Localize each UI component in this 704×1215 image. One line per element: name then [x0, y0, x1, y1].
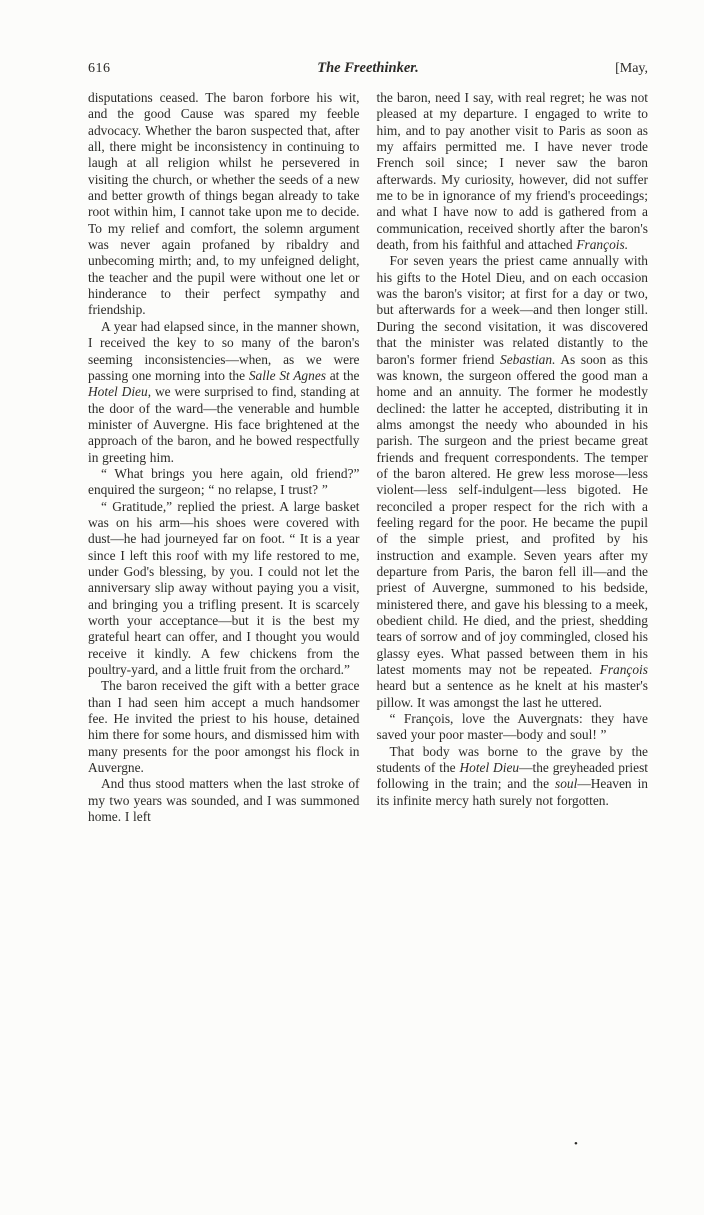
text-segment: heard but a sentence as he knelt at his master's pillow. It was amongst the last he uttered. [376, 678, 648, 710]
paragraph [377, 253, 649, 711]
italic-text-segment: soul [555, 776, 578, 792]
printers-dot: • [574, 1138, 578, 1150]
issue-date: [May, [615, 61, 648, 76]
text-segment: The baron received the gift with a better grace than I had seen him accept a much handsomer fee. He invited the priest to his house, detained him there for some hours, and dismissed him with many presents for the poor amongst his flock in Auvergne. [88, 678, 360, 776]
right-column [377, 90, 649, 825]
text-columns [88, 90, 648, 825]
paragraph [88, 90, 360, 319]
italic-text-segment: François. [576, 237, 629, 253]
paragraph [377, 90, 649, 253]
text-segment: the baron, need I say, with real regret; he was not pleased at my departure. I engaged to write to him, and to pay another visit to Paris as soon as my affairs permitted me. I have never trode French soil since; I never saw the baron afterwards. My curiosity, however, did not suffer me to be in ignorance of my friend's proceedings; and what I have now to add is gathered from a communication, received shortly after the baron's death, from his faithful and attached [376, 90, 648, 253]
journal-title: The Freethinker. [317, 60, 419, 76]
italic-text-segment: Sebastian. [500, 351, 556, 367]
text-segment: at the [325, 367, 360, 383]
text-segment: “ What brings you here again, old friend?” enquired the surgeon; “ no relapse, I trust? ” [88, 465, 360, 498]
paragraph [377, 744, 649, 809]
paragraph [88, 466, 360, 499]
text-segment: —the greyheaded priest following in the train; and the [376, 760, 648, 792]
text-segment: , we were surprised to find, standing at the door of the ward—the venerable and humble minister of Auvergne. His face brightened at the approach of the baron, and he bowed respectfully in greeting him. [88, 384, 360, 465]
italic-text-segment: François [599, 662, 648, 678]
text-segment: For seven years the priest came annually with his gifts to the Hotel Dieu, and on each occasion was the baron's visitor; at first for a day or two, but afterwards for a week—and then longer still. During the second visitation, it was discovered that the minister was related distantly to the baron's former friend [376, 253, 648, 367]
paragraph [88, 678, 360, 776]
page-number: 616 [88, 61, 111, 76]
page-header [88, 60, 648, 77]
text-segment: “ Gratitude,” replied the priest. A large basket was on his arm—his shoes were covered with dust—he had journeyed far on foot. “ It is a year since I left this roof with my life restored to me, under God's blessing, by you. I could not let the anniversary slip away without paying you a visit, and bringing you a trifling present. It is scarcely worth your acceptance—but it is the best my grateful heart can offer, and I thought you would receive it kindly. A few chickens from the poultry-yard, and a little fruit from the orchard.” [88, 498, 360, 678]
text-segment: “ François, love the Auvergnats: they have saved your poor master—body and soul! ” [376, 711, 648, 743]
text-segment: disputations ceased. The baron forbore his wit, and the good Cause was spared my feeble advocacy. Whether the baron suspected that, after all, there might be inconsistency in continuing to laugh at all religion whilst he persevered in visiting the church, or whether the seeds of a new and better growth of things began already to take root within him, I cannot take upon me to decide. To my relief and comfort, the solemn argument was never again profaned by ribaldry and unbecoming mirth; and, to my unfeigned delight, the teacher and the pupil were without one let or hinderance to their perfect sympathy and friendship. [88, 90, 360, 318]
italic-text-segment: Salle St Agnes [248, 367, 326, 383]
italic-text-segment: Hotel Dieu [88, 384, 148, 400]
text-segment: That body was borne to the grave by the students of the [376, 743, 648, 776]
left-column [88, 90, 360, 825]
italic-text-segment: Hotel Dieu [459, 760, 520, 776]
paragraph [377, 711, 649, 744]
text-segment: As soon as this was known, the surgeon offered the good man a home and an annuity. The former he modestly declined: the latter he accepted, distributing it in alms amongst the needy who abounded in his parish. The surgeon and the priest became great friends and frequent correspondents. The temper of the baron altered. He grew less morose—less violent—less self-indulgent—less bigoted. He reconciled a proper respect for the rich with a feeling regard for the poor. He became the pupil of the simple priest, and profited by his instruction and example. Seven years after my departure from Paris, the baron fell ill—and the priest of Auvergne, summoned to his bedside, ministered there, and gave his blessing to a meek, obedient child. He died, and the priest, shedding tears of sorrow and of joy commingled, closed his glassy eyes. What passed between them in his latest moments may not be repeated. [376, 351, 648, 678]
text-segment: And thus stood matters when the last stroke of my two years was sounded, and I was summoned home. I left [88, 776, 360, 825]
text-segment: —Heaven in its infinite mercy hath surely not forgotten. [376, 776, 648, 808]
paragraph [88, 776, 360, 825]
paragraph [88, 319, 360, 466]
text-segment: A year had elapsed since, in the manner shown, I received the key to so many of the baron's seeming inconsistencies—when, as we were passing one morning into the [88, 318, 360, 383]
paragraph [88, 499, 360, 679]
